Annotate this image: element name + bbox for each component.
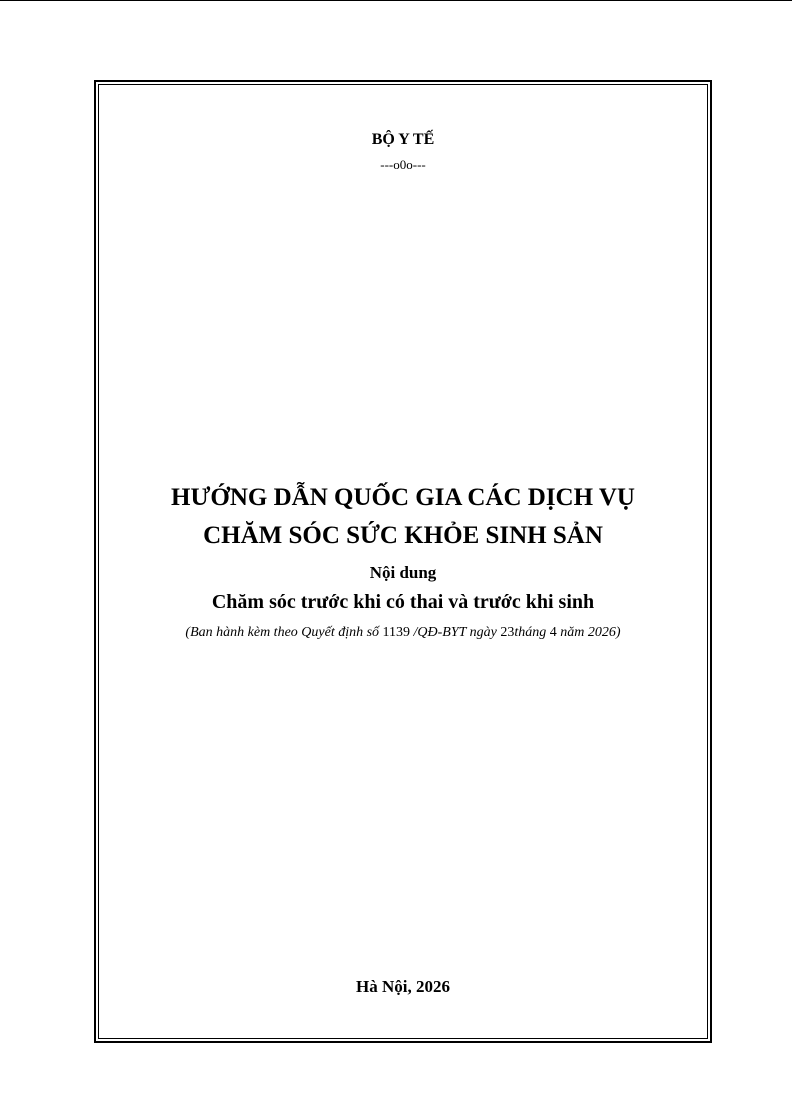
header-separator: ---o0o---: [380, 157, 426, 172]
place-and-year: Hà Nội, 2026: [356, 977, 450, 996]
decision-prefix: (Ban hành kèm theo Quyết định số: [185, 625, 383, 640]
issuing-organization: BỘ Y TẾ: [371, 131, 435, 148]
decision-month-label: tháng: [514, 625, 550, 640]
decision-number: 1139: [382, 625, 411, 640]
decision-month: 4: [549, 625, 561, 640]
page-top-border: [0, 0, 792, 1]
document-title-line-1: HƯỚNG DẪN QUỐC GIA CÁC DỊCH VỤ: [171, 484, 635, 511]
cover-frame: [94, 80, 712, 1043]
decision-reference: [99, 625, 707, 641]
decision-year: năm 2026): [560, 625, 621, 640]
content-subtitle: Chăm sóc trước khi có thai và trước khi sinh: [211, 591, 595, 613]
decision-day: 23: [500, 625, 515, 640]
decision-code: /QĐ-BYT ngày: [410, 625, 501, 640]
content-heading: Nội dung: [369, 563, 437, 582]
document-title-line-2: CHĂM SÓC SỨC KHỎE SINH SẢN: [203, 522, 603, 549]
cover-frame-inner: [98, 84, 708, 1039]
